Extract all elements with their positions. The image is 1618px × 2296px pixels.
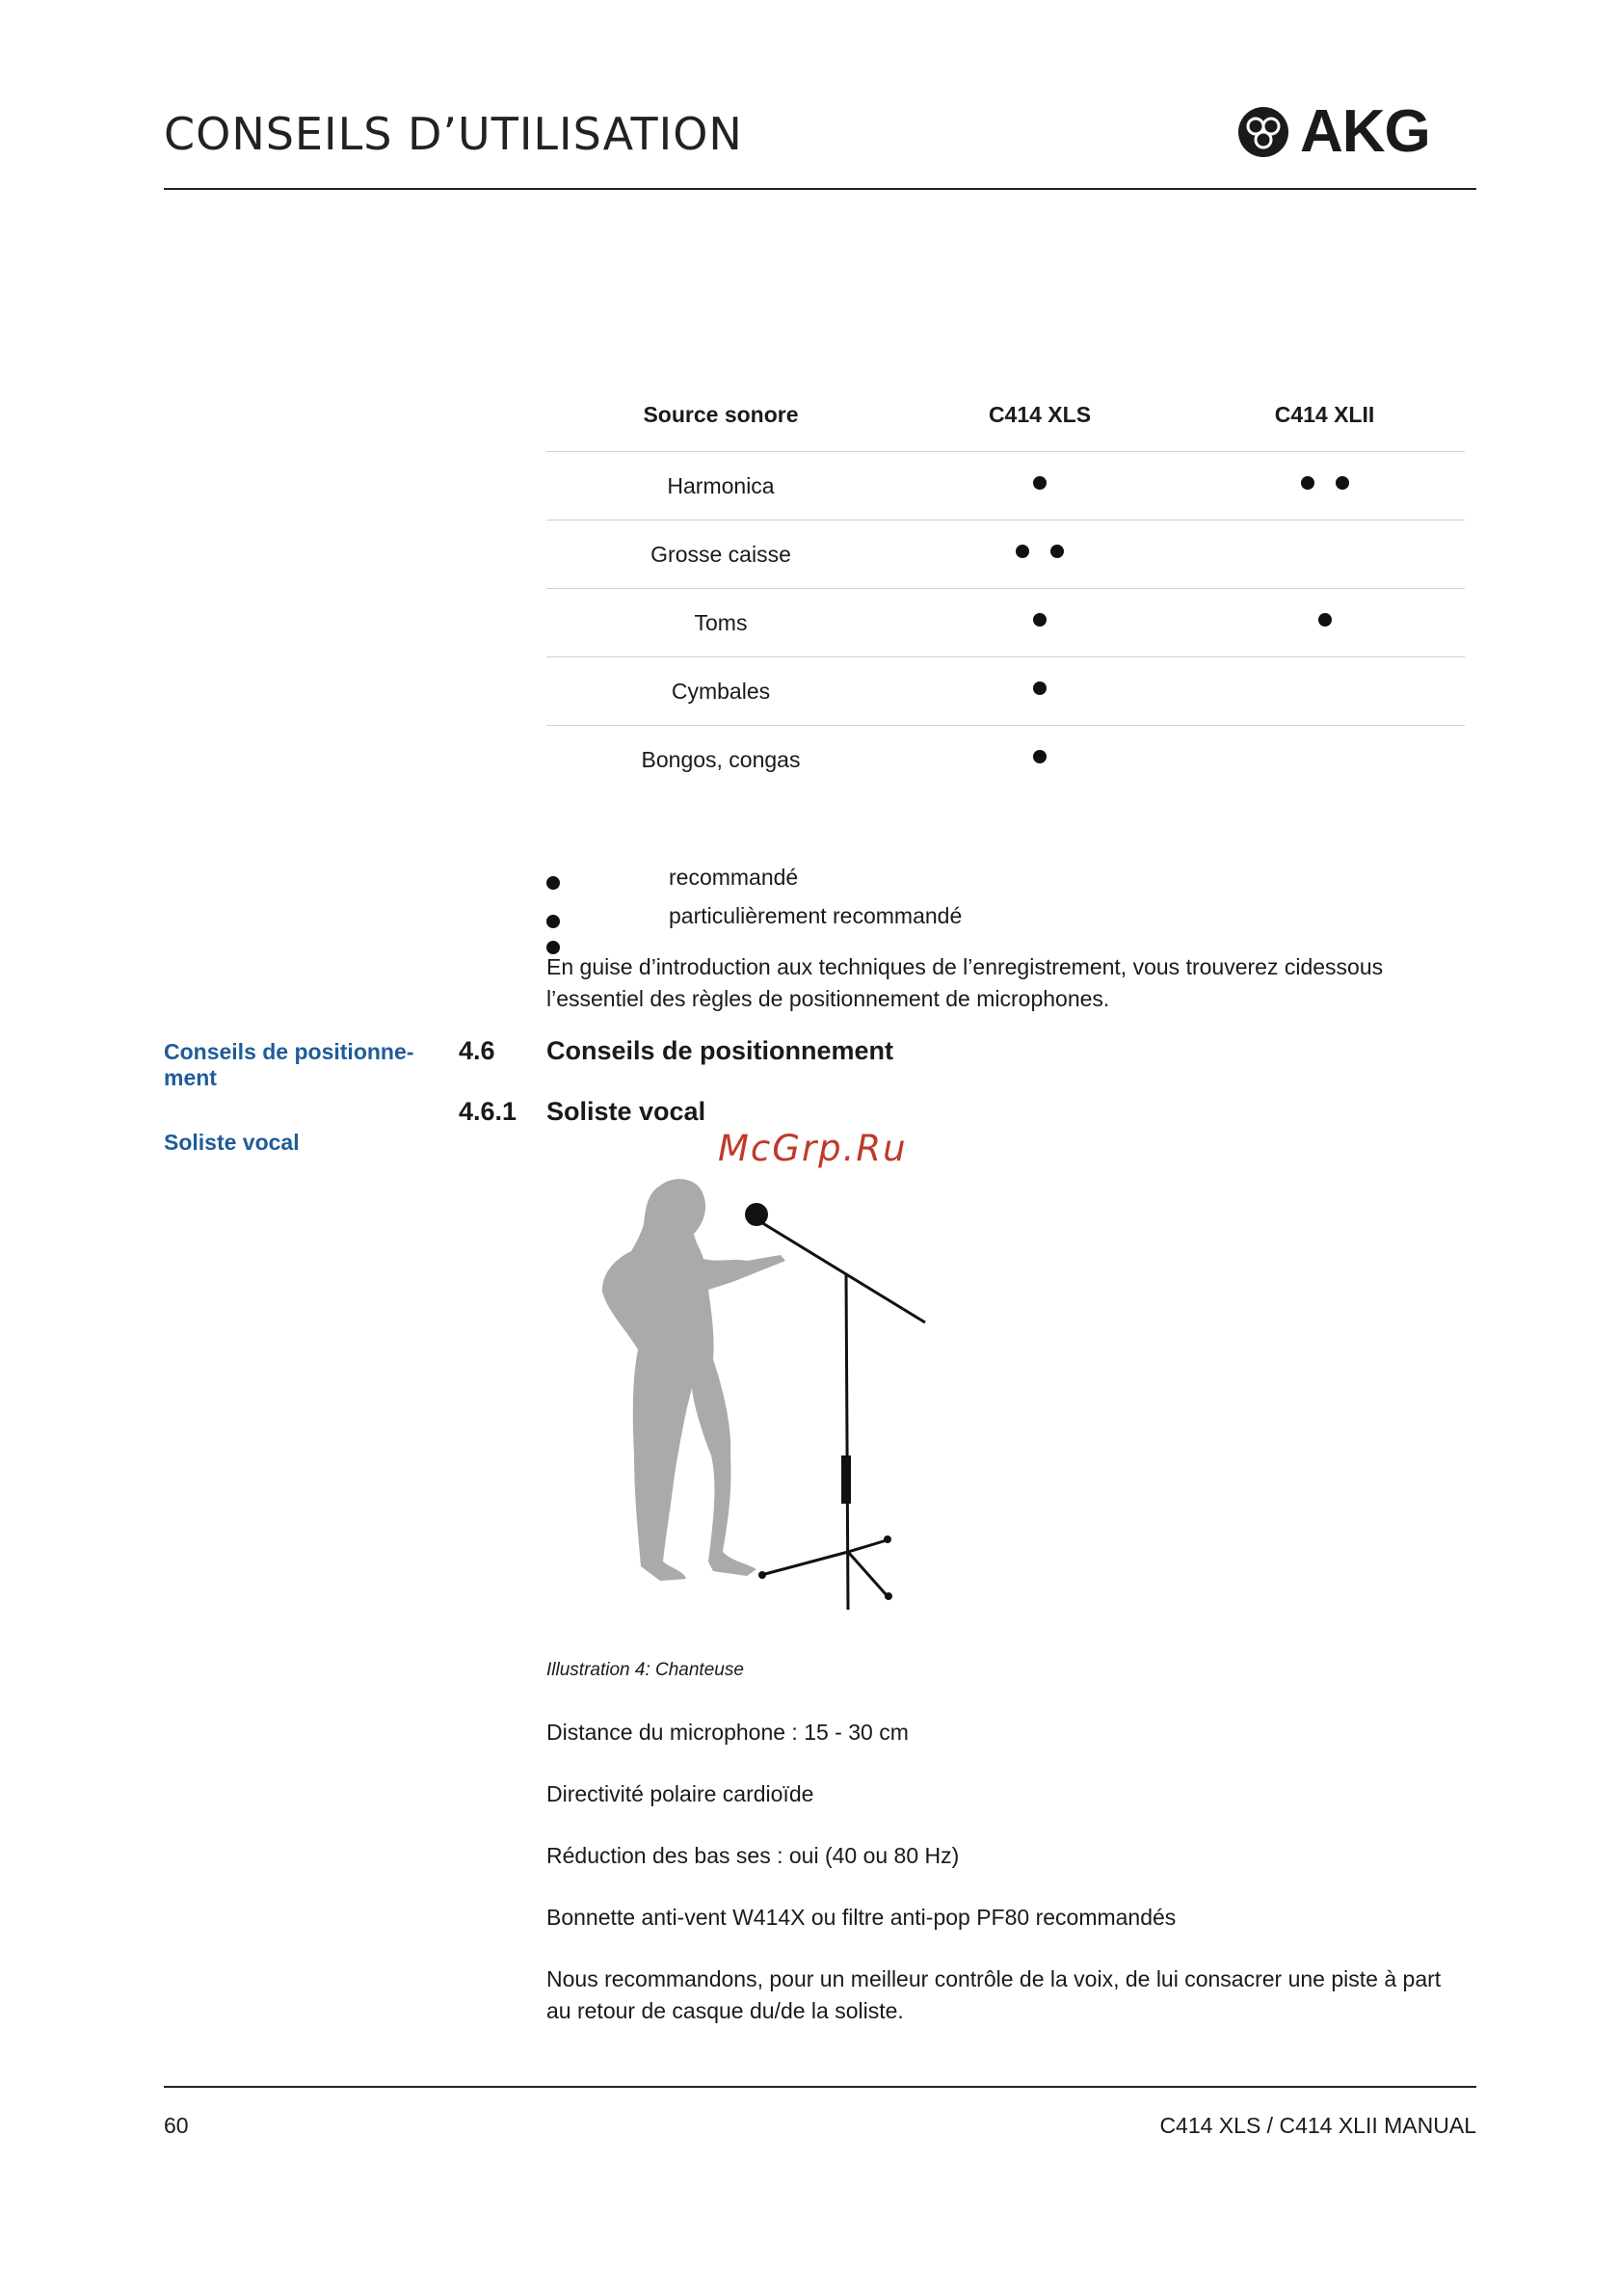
recommendation-paragraph: Nous recommandons, pour un meilleur contrôle de la voix, de lui consacrer une piste à part au retour de casque du/de la soliste. bbox=[546, 1966, 1442, 2023]
source-cell: Grosse caisse bbox=[546, 521, 895, 589]
rating-dot bbox=[1033, 476, 1047, 490]
rating-dot bbox=[1016, 545, 1029, 558]
sidebar-solo: Soliste vocal bbox=[164, 1130, 300, 1155]
table-row bbox=[546, 521, 1465, 589]
footer-divider bbox=[164, 2086, 1476, 2088]
sidebar-positioning-line: Conseils de positionne- bbox=[164, 1039, 414, 1064]
xlii-rating-cell bbox=[1184, 521, 1465, 589]
brand-name: AKG bbox=[1300, 98, 1430, 165]
xlii-rating-cell bbox=[1184, 726, 1465, 794]
akg-emblem-icon bbox=[1236, 103, 1294, 161]
header-divider bbox=[164, 188, 1476, 190]
singer-silhouette bbox=[602, 1179, 785, 1581]
col-header-source: Source sonore bbox=[643, 402, 799, 427]
subsection-title: Soliste vocal bbox=[546, 1097, 706, 1126]
figure-caption: Illustration 4: Chanteuse bbox=[546, 1660, 744, 1680]
rating-dot bbox=[1336, 476, 1349, 490]
intro-paragraph: En guise d’introduction aux techniques de l’enregistrement, vous trouverez cidessous l’essentiel des règles de positionnement de microphones. bbox=[546, 954, 1384, 1011]
rating-dot bbox=[1033, 613, 1047, 627]
page-title: CONSEILS D’UTILISATION bbox=[164, 108, 743, 160]
manual-title: C414 XLS / C414 XLII MANUAL bbox=[1159, 2113, 1476, 2138]
section-number: 4.6 bbox=[459, 1036, 495, 1065]
rating-dot bbox=[1301, 476, 1314, 490]
table-row bbox=[546, 726, 1465, 794]
xlii-rating-cell bbox=[1184, 452, 1465, 521]
source-cell: Harmonica bbox=[546, 452, 895, 521]
spec-directivity: Directivité polaire cardioïde bbox=[546, 1781, 814, 1806]
source-cell: Cymbales bbox=[546, 657, 895, 726]
rating-dot bbox=[1318, 613, 1332, 627]
spec-lowcut: Réduction des bas ses : oui (40 ou 80 Hz) bbox=[546, 1843, 960, 1868]
section-title: Conseils de positionnement bbox=[546, 1036, 894, 1065]
sidebar-positioning-line: ment bbox=[164, 1065, 217, 1090]
xls-rating-cell bbox=[895, 726, 1184, 794]
rating-dot bbox=[1033, 750, 1047, 763]
sidebar-positioning bbox=[164, 1039, 413, 1091]
xlii-rating-cell bbox=[1184, 657, 1465, 726]
page-number: 60 bbox=[164, 2113, 189, 2138]
xls-rating-cell bbox=[895, 657, 1184, 726]
spec-windscreen: Bonnette anti-vent W414X ou filtre anti-pop PF80 recommandés bbox=[546, 1905, 1177, 1930]
legend-text: recommandé bbox=[669, 865, 799, 890]
source-table bbox=[546, 379, 1465, 793]
subsection-number: 4.6.1 bbox=[459, 1097, 517, 1126]
legend-text: particulièrement recommandé bbox=[669, 903, 963, 928]
xls-rating-cell bbox=[895, 521, 1184, 589]
watermark: McGrp.Ru bbox=[718, 1128, 908, 1169]
akg-logo bbox=[1236, 98, 1477, 165]
table-row bbox=[546, 589, 1465, 657]
col-header-xls: C414 XLS bbox=[988, 402, 1092, 427]
mic-stand bbox=[752, 1216, 925, 1610]
source-cell: Bongos, congas bbox=[546, 726, 895, 794]
rating-dot bbox=[1050, 545, 1064, 558]
table-row bbox=[546, 452, 1465, 521]
col-header-xlii: C414 XLII bbox=[1274, 402, 1375, 427]
singer-illustration bbox=[588, 1166, 973, 1629]
rating-dot bbox=[1033, 681, 1047, 695]
xlii-rating-cell bbox=[1184, 589, 1465, 657]
xls-rating-cell bbox=[895, 589, 1184, 657]
spec-distance: Distance du microphone : 15 - 30 cm bbox=[546, 1720, 909, 1745]
xls-rating-cell bbox=[895, 452, 1184, 521]
table-row bbox=[546, 657, 1465, 726]
source-cell: Toms bbox=[546, 589, 895, 657]
